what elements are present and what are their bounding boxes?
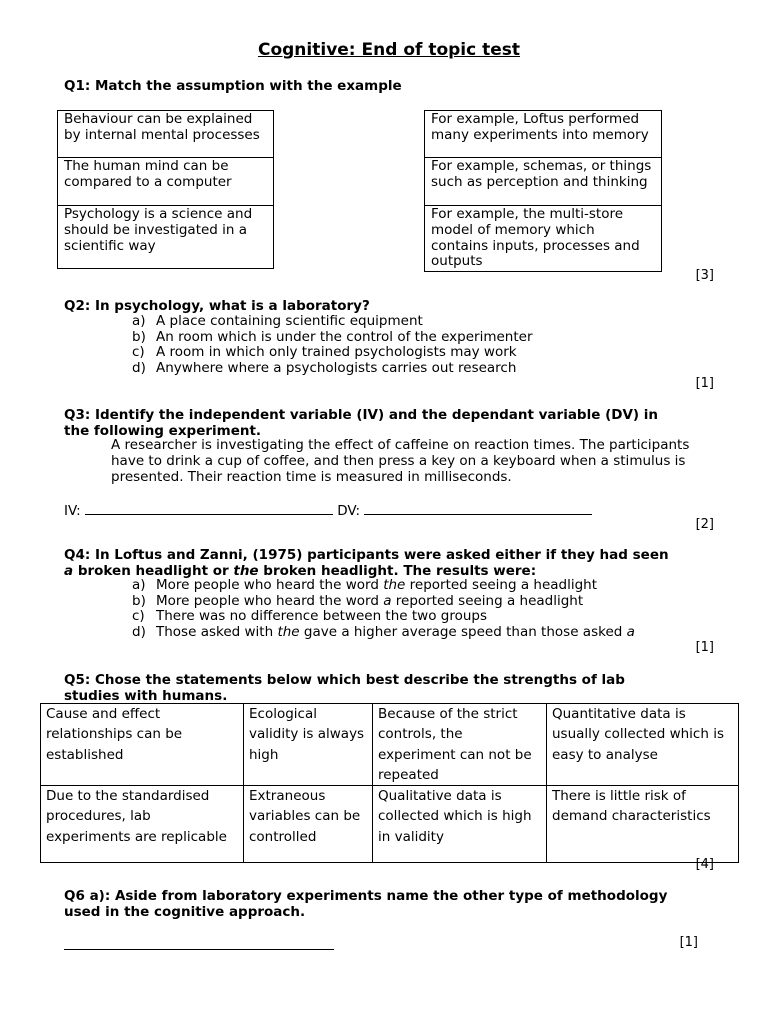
q3-scenario: A researcher is investigating the effect of caffeine on reaction times. The participants have to drink a cup of coffee, and then press a key on a keyboard when a stimulus is presented. Their reaction time is measured in milliseconds.: [111, 437, 690, 485]
q1-example-2[interactable]: For example, schemas, or things such as perception and thinking: [425, 158, 662, 206]
q5-statements-table: [40, 703, 739, 863]
q1-example-1[interactable]: For example, Loftus performed many experiments into memory: [425, 111, 662, 158]
q1-example-3[interactable]: For example, the multi-store model of memory which contains inputs, processes and outputs: [425, 206, 662, 272]
dv-label: DV:: [337, 503, 361, 519]
q2-marks: [1]: [695, 376, 714, 391]
q4-heading-line1: Q4: In Loftus and Zanni, (1975) participants were asked either if they had seen: [64, 547, 669, 563]
q1-assumptions-table: [57, 110, 274, 269]
q6-marks: [1]: [679, 935, 698, 950]
q5-statement[interactable]: Qualitative data is collected which is high in validity: [373, 786, 547, 863]
q3-marks: [2]: [695, 517, 714, 532]
q4-marks: [1]: [695, 640, 714, 655]
q2-option-b[interactable]: b) An room which is under the control of the experimenter: [132, 328, 533, 345]
q4-option-b[interactable]: b) More people who heard the word a reported seeing a headlight: [132, 592, 584, 609]
q5-heading: [64, 672, 625, 704]
q1-heading: Q1: Match the assumption with the example: [64, 78, 402, 94]
dv-answer-blank[interactable]: [364, 501, 592, 515]
page-title: Cognitive: End of topic test: [257, 40, 521, 60]
q1-assumption-3[interactable]: Psychology is a science and should be investigated in a scientific way: [58, 206, 274, 269]
q6-heading: [64, 888, 667, 920]
q5-heading-line2: studies with humans.: [64, 688, 228, 704]
q3-answer-line: [64, 501, 592, 520]
q4-option-a[interactable]: a) More people who heard the word the reported seeing a headlight: [132, 577, 598, 593]
q3-heading-line2: the following experiment.: [64, 423, 262, 439]
q4-options: [132, 578, 635, 640]
q2-options: [132, 314, 533, 376]
q5-marks: [4]: [695, 857, 714, 872]
q1-examples-table: [424, 110, 662, 272]
q1-assumption-1[interactable]: Behaviour can be explained by internal mental processes: [58, 111, 274, 158]
q2-option-a[interactable]: a) A place containing scientific equipment: [132, 313, 423, 329]
q5-statement[interactable]: Due to the standardised procedures, lab experiments are replicable: [41, 786, 244, 863]
q6-heading-line1: Q6 a): Aside from laboratory experiments name the other type of methodology: [64, 888, 668, 904]
q2-option-c[interactable]: c) A room in which only trained psychologists may work: [132, 344, 517, 361]
q6-answer-blank[interactable]: [64, 937, 334, 950]
q5-statement[interactable]: There is little risk of demand characteristics: [547, 786, 739, 863]
q1-assumption-2[interactable]: The human mind can be compared to a computer: [58, 158, 274, 206]
q5-statement[interactable]: Quantitative data is usually collected which is easy to analyse: [547, 704, 739, 786]
q4-option-d[interactable]: d) Those asked with the gave a higher average speed than those asked a: [132, 623, 635, 640]
q4-heading-line2: a broken headlight or the broken headlight. The results were:: [64, 563, 537, 579]
q5-statement[interactable]: Cause and effect relationships can be established: [41, 704, 244, 786]
iv-label: IV:: [64, 503, 81, 519]
q5-heading-line1: Q5: Chose the statements below which best describe the strengths of lab: [64, 672, 625, 688]
q5-statement[interactable]: Ecological validity is always high: [244, 704, 373, 786]
q3-heading-line1: Q3: Identify the independent variable (IV) and the dependant variable (DV) in: [64, 407, 659, 423]
q5-statement[interactable]: Extraneous variables can be controlled: [244, 786, 373, 863]
q6-heading-line2: used in the cognitive approach.: [64, 904, 306, 920]
q2-option-d[interactable]: d) Anywhere where a psychologists carries out research: [132, 359, 517, 376]
iv-answer-blank[interactable]: [85, 501, 333, 515]
q5-statement[interactable]: Because of the strict controls, the experiment can not be repeated: [373, 704, 547, 786]
q3-heading: [64, 407, 658, 439]
q1-marks: [3]: [695, 268, 714, 283]
q4-heading: [64, 547, 669, 579]
q4-option-c[interactable]: c) There was no difference between the two groups: [132, 608, 488, 625]
q2-heading: Q2: In psychology, what is a laboratory?: [64, 298, 370, 314]
